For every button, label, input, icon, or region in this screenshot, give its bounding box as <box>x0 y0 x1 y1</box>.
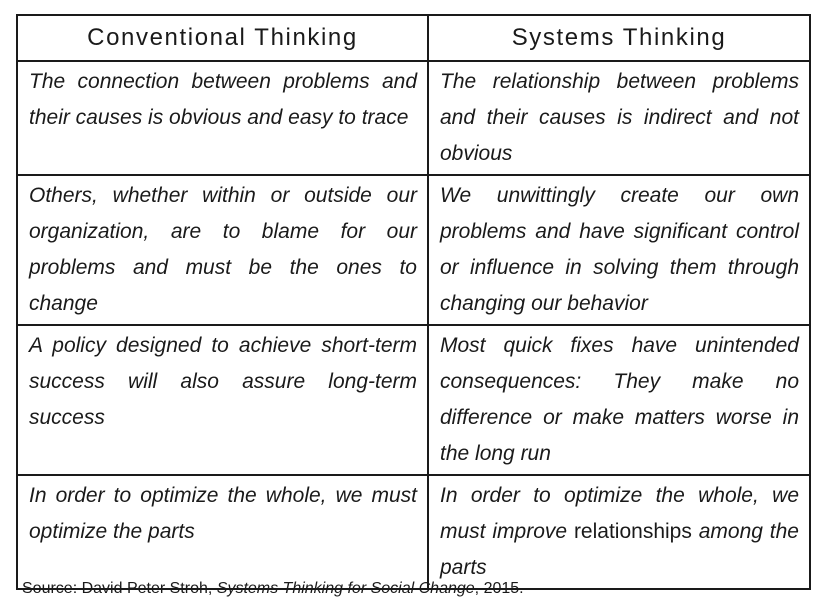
systems-cell-text-start: In order to optimize the whole, we must improve <box>440 484 799 543</box>
conventional-cell: A policy designed to achieve short-term success will also assure long-term success <box>17 325 428 475</box>
header-systems-thinking: Systems Thinking <box>428 15 810 61</box>
source-citation <box>22 580 524 598</box>
source-book-title: Systems Thinking for Social Change <box>216 580 475 597</box>
comparison-table <box>16 14 811 590</box>
table-row <box>17 175 810 325</box>
table-row <box>17 325 810 475</box>
systems-cell: The relationship between problems and their causes is indirect and not obvious <box>428 61 810 175</box>
table-row <box>17 61 810 175</box>
conventional-cell: The connection between problems and their causes is obvious and easy to trace <box>17 61 428 175</box>
comparison-table-container <box>16 14 811 590</box>
conventional-cell: In order to optimize the whole, we must optimize the parts <box>17 475 428 589</box>
systems-cell <box>428 475 810 589</box>
header-row <box>17 15 810 61</box>
header-conventional-thinking: Conventional Thinking <box>17 15 428 61</box>
systems-cell-text-end: among the parts <box>440 520 799 579</box>
systems-cell: Most quick fixes have unintended consequences: They make no difference or make matters worse in the long run <box>428 325 810 475</box>
systems-cell: We unwittingly create our own problems and have significant control or influence in solving them through changing our behavior <box>428 175 810 325</box>
source-suffix: , 2015. <box>474 580 524 597</box>
conventional-cell: Others, whether within or outside our organization, are to blame for our problems and must be the ones to change <box>17 175 428 325</box>
systems-cell-upright-word: relationships <box>573 520 692 543</box>
source-prefix: Source: David Peter Stroh, <box>22 580 217 597</box>
table-row <box>17 475 810 589</box>
